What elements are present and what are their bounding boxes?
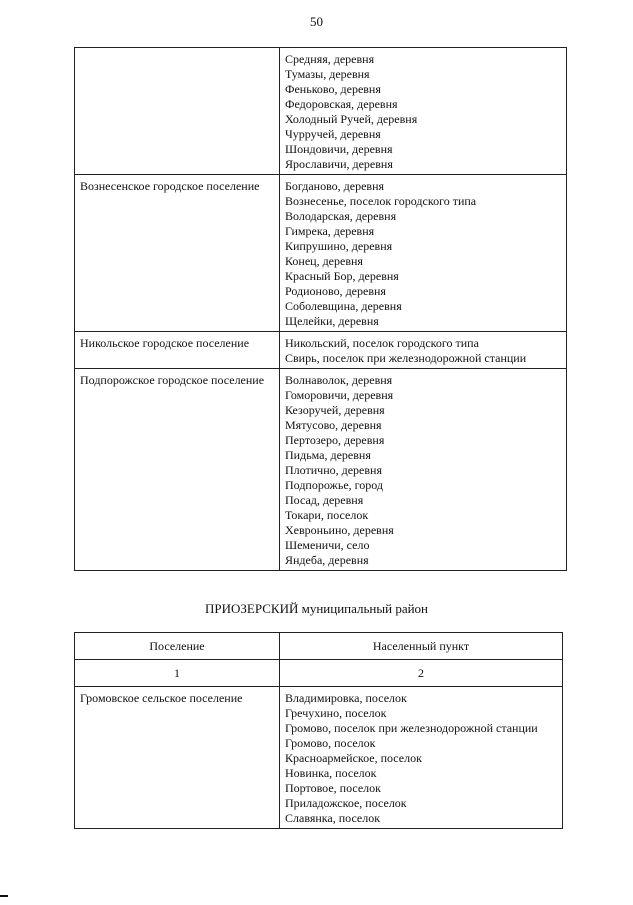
table-header-row [75, 633, 563, 660]
locality-item: Конец, деревня [285, 254, 363, 268]
locality-item: Ярославичи, деревня [285, 157, 393, 171]
table-row [75, 369, 567, 571]
settlements-table-priozersky [74, 632, 563, 829]
locality-item: Феньково, деревня [285, 82, 381, 96]
localities-cell [280, 48, 567, 175]
locality-item: Средняя, деревня [285, 52, 375, 66]
settlements-table-continued [74, 47, 567, 571]
settlement-cell: Вознесенское городское поселение [75, 175, 280, 332]
locality-item: Богданово, деревня [285, 179, 385, 193]
locality-item: Кипрушино, деревня [285, 239, 393, 253]
locality-item: Пертозеро, деревня [285, 433, 385, 447]
locality-item: Гимрека, деревня [285, 224, 375, 238]
locality-item: Токари, поселок [285, 508, 369, 522]
locality-item: Хевроньино, деревня [285, 523, 394, 537]
settlement-cell: Подпорожское городское поселение [75, 369, 280, 571]
settlement-cell: Никольское городское поселение [75, 332, 280, 369]
locality-item: Тумазы, деревня [285, 67, 370, 81]
table-row [75, 48, 567, 175]
column-header-locality: Населенный пункт [280, 633, 563, 660]
locality-item: Гоморовичи, деревня [285, 388, 394, 402]
locality-item: Вознесенье, поселок городского типа [285, 194, 477, 208]
locality-item: Чурручей, деревня [285, 127, 381, 141]
section-title: ПРИОЗЕРСКИЙ муниципальный район [205, 601, 428, 616]
locality-item: Громово, поселок при железнодорожной станции [285, 721, 538, 735]
table-row [75, 175, 567, 332]
locality-item: Владимировка, поселок [285, 691, 407, 705]
locality-item: Федоровская, деревня [285, 97, 398, 111]
locality-item: Яндеба, деревня [285, 553, 369, 567]
locality-item: Портовое, поселок [285, 781, 381, 795]
localities-cell [280, 369, 567, 571]
column-number-1: 1 [75, 660, 280, 687]
locality-item: Гречухино, поселок [285, 706, 387, 720]
locality-item: Холодный Ручей, деревня [285, 112, 418, 126]
localities-cell [280, 175, 567, 332]
locality-item: Красный Бор, деревня [285, 269, 399, 283]
locality-item: Щелейки, деревня [285, 314, 379, 328]
locality-item: Волнаволок, деревня [285, 373, 393, 387]
locality-item: Шондовичи, деревня [285, 142, 393, 156]
locality-item: Красноармейское, поселок [285, 751, 422, 765]
scan-mark [0, 895, 8, 897]
localities-cell [280, 332, 567, 369]
column-number-row [75, 660, 563, 687]
locality-item: Шеменичи, село [285, 538, 370, 552]
locality-item: Новинка, поселок [285, 766, 377, 780]
locality-item: Посад, деревня [285, 493, 364, 507]
locality-item: Приладожское, поселок [285, 796, 407, 810]
locality-item: Мятусово, деревня [285, 418, 382, 432]
table-row [75, 687, 563, 829]
localities-cell [280, 687, 563, 829]
locality-item: Громово, поселок [285, 736, 376, 750]
locality-item: Никольский, поселок городского типа [285, 336, 479, 350]
column-number-2: 2 [280, 660, 563, 687]
locality-item: Соболевщина, деревня [285, 299, 402, 313]
locality-item: Кезоручей, деревня [285, 403, 385, 417]
locality-item: Володарская, деревня [285, 209, 397, 223]
locality-item: Родионово, деревня [285, 284, 386, 298]
locality-item: Плотично, деревня [285, 463, 382, 477]
table-row [75, 332, 567, 369]
locality-item: Подпорожье, город [285, 478, 384, 492]
locality-item: Славянка, поселок [285, 811, 381, 825]
locality-item: Свирь, поселок при железнодорожной станции [285, 351, 527, 365]
settlement-cell [75, 48, 280, 175]
locality-item: Пидьма, деревня [285, 448, 371, 462]
column-header-settlement: Поселение [75, 633, 280, 660]
page-number: 50 [310, 14, 323, 29]
settlement-cell: Громовское сельское поселение [75, 687, 280, 829]
